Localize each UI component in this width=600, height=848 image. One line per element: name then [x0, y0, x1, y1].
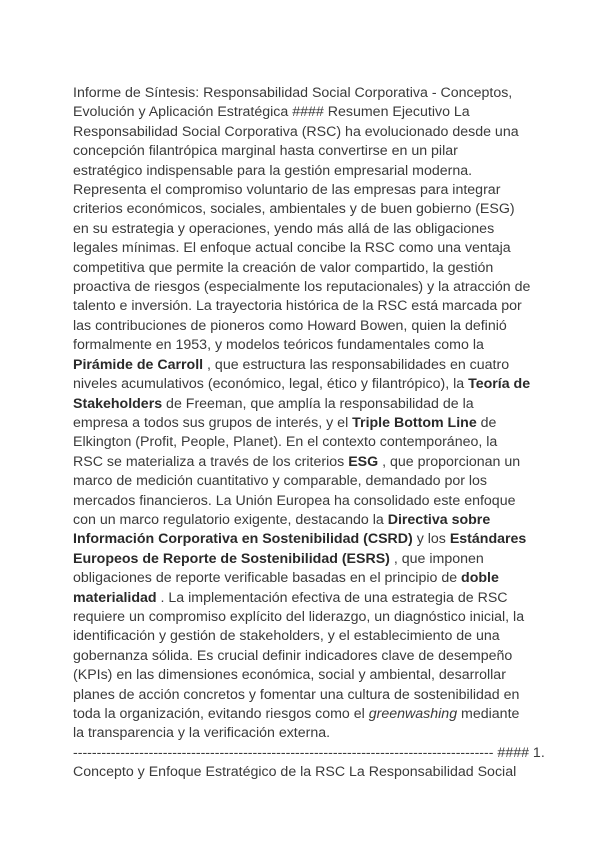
text-run: Responsabilidad Social Corporativa (RSC) ha evolucionado desde una: [73, 123, 519, 140]
text-run: planes de acción concretos y fomentar una cultura de sostenibilidad en: [73, 686, 520, 703]
text-run: gobernanza sólida. Es crucial definir indicadores clave de desempeño: [73, 647, 513, 664]
text-run: mercados financieros. La Unión Europea ha consolidado este enfoque: [73, 492, 516, 509]
text-run: requiere un compromiso explícito del liderazgo, un diagnóstico inicial, la: [73, 608, 525, 625]
text-line: [73, 569, 533, 588]
text-line: [73, 589, 533, 608]
text-run: de Freeman, que amplía la responsabilidad de la: [162, 395, 474, 412]
text-line: [73, 647, 533, 666]
bold-term: Información Corporativa en Sostenibilidad (CSRD): [73, 531, 413, 548]
text-run: Informe de Síntesis: Responsabilidad Social Corporativa - Conceptos,: [73, 85, 513, 101]
text-run: criterios económicos, sociales, ambientales y de buen gobierno (ESG): [73, 201, 515, 218]
text-run: en su estrategia y operaciones, yendo más allá de las obligaciones: [73, 220, 495, 237]
text-line: [73, 550, 533, 569]
text-line: [73, 763, 533, 782]
text-run: toda la organización, evitando riesgos como el: [73, 706, 369, 722]
text-line: [73, 724, 533, 743]
text-line: [73, 220, 533, 239]
text-run: talento e inversión. La trayectoria histórica de la RSC está marcada por: [73, 298, 522, 315]
bold-term: Directiva sobre: [387, 511, 491, 528]
text-line: [73, 84, 533, 103]
text-run: (KPIs) en las dimensiones económica, social y ambiental, desarrollar: [73, 667, 506, 684]
text-line: [73, 356, 533, 375]
text-run: ----------------------------------------------------------------------------------------- #### 1.: [73, 744, 545, 761]
text-line: [73, 395, 533, 414]
text-line: [73, 666, 533, 685]
text-line: [73, 492, 533, 511]
text-run: RSC se materializa a través de los criterios: [73, 453, 349, 470]
text-run: proactiva de riesgos (especialmente los reputacionales) y la atracción de: [73, 279, 531, 296]
text-run: de: [476, 414, 497, 431]
bold-term: ESG: [348, 453, 379, 470]
text-run: formalmente en 1953, y modelos teóricos fundamentales como la: [73, 337, 484, 354]
text-line: [73, 181, 533, 200]
text-line: [73, 239, 533, 258]
text-line: [73, 200, 533, 219]
bold-term: doble: [461, 570, 499, 587]
text-run: Evolución y Aplicación Estratégica #### Resumen Ejecutivo La: [73, 104, 470, 121]
text-run: niveles acumulativos (económico, legal, ético y filantrópico), la: [73, 376, 469, 393]
text-line: [73, 297, 533, 316]
text-line: [73, 472, 533, 491]
text-line: [73, 375, 533, 394]
text-line: [73, 103, 533, 122]
italic-term: greenwashing: [368, 706, 458, 722]
text-run: obligaciones de reporte verificable basadas en el principio de: [73, 570, 462, 587]
text-line: [73, 530, 533, 549]
text-run: . La implementación efectiva de una estrategia de RSC: [156, 589, 508, 606]
text-line: [73, 123, 533, 142]
text-run: Elkington (Profit, People, Planet). En el contexto contemporáneo, la: [73, 434, 498, 451]
text-run: las contribuciones de pioneros como Howard Bowen, quien la definió: [73, 317, 507, 334]
text-line: [73, 453, 533, 472]
text-line: [73, 414, 533, 433]
bold-term: Pirámide de Carroll: [73, 356, 204, 373]
document-body: [73, 84, 545, 783]
text-line: [73, 162, 533, 181]
text-line: [73, 744, 545, 763]
bold-term: Teoría de: [468, 376, 531, 393]
text-run: , que imponen: [389, 550, 484, 567]
bold-term: Stakeholders: [73, 395, 163, 412]
text-line: [73, 686, 533, 705]
text-line: [73, 511, 533, 530]
text-run: identificación y gestión de stakeholders, y el establecimiento de una: [73, 628, 500, 645]
text-line: [73, 433, 533, 452]
text-line: [73, 317, 533, 336]
text-run: Representa el compromiso voluntario de las empresas para integrar: [73, 182, 501, 199]
text-run: concepción filantrópica marginal hasta convertirse en un pilar: [73, 143, 458, 160]
bold-term: Europeos de Reporte de Sostenibilidad (ESRS): [73, 550, 390, 567]
text-line: [73, 608, 533, 627]
text-run: y los: [412, 531, 450, 548]
text-run: , que estructura las responsabilidades en cuatro: [203, 356, 510, 373]
text-run: marco de medición cuantitativo y comparable, demandado por los: [73, 473, 488, 490]
text-run: mediante: [457, 706, 520, 722]
text-run: Concepto y Enfoque Estratégico de la RSC La Responsabilidad Social: [73, 764, 517, 781]
text-line: [73, 278, 533, 297]
text-line: [73, 705, 533, 724]
text-run: legales mínimas. El enfoque actual concibe la RSC como una ventaja: [73, 240, 511, 257]
bold-term: materialidad: [73, 589, 157, 606]
text-line: [73, 336, 533, 355]
text-run: con un marco regulatorio exigente, destacando la: [73, 511, 388, 528]
text-line: [73, 142, 533, 161]
text-line: [73, 627, 533, 646]
text-run: estratégico indispensable para la gestión empresarial moderna.: [73, 162, 473, 179]
text-line: [73, 259, 533, 278]
text-run: , que proporcionan un: [378, 453, 521, 470]
text-run: la transparencia y la verificación externa.: [73, 725, 331, 742]
bold-term: Estándares: [449, 531, 527, 548]
text-run: empresa a todos sus grupos de interés, y el: [73, 414, 353, 431]
text-run: competitiva que permite la creación de valor compartido, la gestión: [73, 259, 494, 276]
bold-term: Triple Bottom Line: [352, 414, 477, 431]
